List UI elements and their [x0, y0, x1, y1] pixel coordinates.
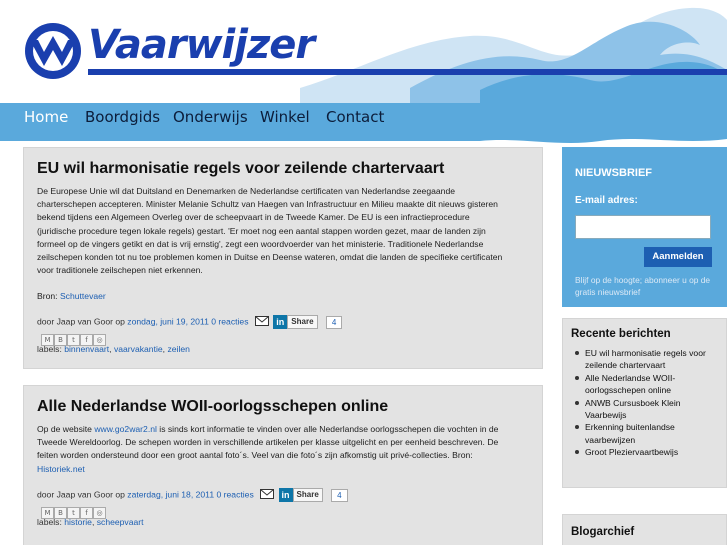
facebook-icon[interactable]: f	[80, 334, 93, 346]
linkedin-icon: in	[273, 315, 287, 329]
facebook-icon[interactable]: f	[80, 507, 93, 519]
post-labels: labels: historie, scheepvaart	[37, 517, 144, 527]
label-link[interactable]: historie	[64, 517, 92, 527]
blog-archive-widget	[562, 514, 727, 545]
share-count: 4	[326, 316, 342, 329]
linkedin-icon: in	[279, 488, 293, 502]
post-title[interactable]: Alle Nederlandse WOII-oorlogsschepen online	[37, 398, 389, 415]
recent-post-link[interactable]: EU wil harmonisatie regels voor zeilende chartervaart	[573, 347, 723, 372]
newsletter-widget	[562, 147, 727, 307]
post-text-line: charterschepen accepteren. Minister Melanie Schultz van Haegen van Infrastructuur en Milieu maakte dit nieuws gisteren	[37, 199, 498, 210]
blog-post	[23, 385, 543, 545]
post-text-line: zeilschepen konden tot nu toe problemen komen in Duitse en Deense wateren, omdat die landen de specifieke certificaten	[37, 252, 503, 263]
text-segment: is sinds kort informatie te vinden over alle Nederlandse oorlogsschepen die vochten in de	[156, 424, 499, 434]
source-link[interactable]: Historiek.net	[37, 463, 85, 474]
share-label: Share	[287, 315, 317, 329]
post-author: door Jaap van Goor op	[37, 316, 128, 327]
widget-title: Recente berichten	[571, 328, 671, 340]
source-prefix: Bron:	[37, 291, 60, 302]
share-toolbar	[41, 329, 106, 343]
blog-this-icon[interactable]: B	[54, 334, 67, 346]
email-label: E-mail adres:	[575, 195, 638, 206]
share-label: Share	[293, 488, 323, 502]
nav-wave-divider	[0, 133, 727, 147]
recent-post-link[interactable]: Groot Pleziervaartbewijs	[573, 446, 723, 458]
labels-prefix: labels:	[37, 517, 65, 527]
twitter-icon[interactable]: t	[67, 334, 80, 346]
post-text-line: De Europese Unie wil dat Duitsland en Denemarken de Nederlandse certificaten van Nederlandse zeegaande	[37, 186, 456, 196]
share-toolbar	[41, 502, 106, 516]
post-text-line: (juridische procedure tegen lokale regels) gestart. 'Er moet nog een aantal stappen worden gezet, maar de landen zijn	[37, 225, 486, 236]
nav-item-home[interactable]: Home	[24, 108, 69, 126]
recent-post-link[interactable]: ANWB Cursusboek Klein Vaarbewijs	[573, 397, 723, 422]
blog-post	[23, 147, 543, 369]
text-segment: Op de website	[37, 424, 95, 434]
email-post-icon[interactable]	[260, 489, 274, 501]
website-link[interactable]: www.go2war2.nl	[94, 424, 157, 434]
recent-posts-widget	[562, 318, 727, 488]
site-header	[0, 0, 727, 103]
newsletter-title: NIEUWSBRIEF	[575, 167, 652, 179]
post-text-line: voor traditionele zeilschepen niet erkennen.	[37, 265, 203, 276]
newsletter-note: Blijf op de hoogte; abonneer u op de gratis nieuwsbrief	[575, 275, 711, 297]
blog-this-icon[interactable]: B	[54, 507, 67, 519]
nav-item-winkel[interactable]: Winkel	[260, 108, 310, 126]
email-post-icon[interactable]	[255, 316, 269, 328]
post-text-line: formeel op de vingers getikt en dat is vrij ernstig', zegt een woordvoerder van het ministerie. Traditionele Nederlandse	[37, 238, 484, 249]
site-logo-text[interactable]: Vaarwijzer	[88, 22, 315, 68]
buzz-icon[interactable]: ◎	[93, 507, 106, 519]
post-labels: labels: binnenvaart, vaarvakantie, zeilen	[37, 344, 190, 354]
label-link[interactable]: zeilen	[167, 344, 190, 354]
labels-prefix: labels:	[37, 344, 65, 354]
nav-item-contact[interactable]: Contact	[326, 108, 385, 126]
comments-link[interactable]: 0 reacties	[211, 316, 249, 327]
label-link[interactable]: scheepvaart	[96, 517, 144, 527]
logo-wave-icon[interactable]	[22, 20, 84, 82]
post-body	[37, 185, 535, 304]
label-link[interactable]: binnenvaart	[64, 344, 110, 354]
recent-post-link[interactable]: Erkenning buitenlandse vaarbewijzen	[573, 421, 723, 446]
main-navigation	[0, 103, 727, 133]
linkedin-share-button[interactable]	[273, 315, 317, 329]
post-text-line	[37, 463, 535, 476]
post-text-line	[37, 423, 535, 436]
label-link[interactable]: vaarvakantie	[113, 344, 163, 354]
source-link[interactable]: Schuttevaer	[59, 291, 106, 302]
twitter-icon[interactable]: t	[67, 507, 80, 519]
post-meta	[37, 315, 342, 329]
post-meta	[37, 488, 348, 502]
recent-posts-list	[573, 347, 723, 459]
post-body	[37, 423, 535, 476]
post-text-line: bekend tijdens een Algemeen Overleg over de scheepvaart in de Tweede Kamer. De EU is een infractieprocedure	[37, 212, 470, 223]
subscribe-button[interactable]: Aanmelden	[644, 247, 712, 267]
comments-link[interactable]: 0 reacties	[216, 489, 254, 500]
email-field[interactable]	[575, 215, 711, 239]
nav-item-onderwijs[interactable]: Onderwijs	[173, 108, 248, 126]
post-text-line: Tweede Wereldoorlog. De schepen worden in verschillende artikelen per klasse uitgelicht en per eenheid beschreven. De	[37, 437, 499, 448]
post-author: door Jaap van Goor op	[37, 489, 128, 500]
post-date-link[interactable]: zondag, juni 19, 2011	[127, 316, 209, 327]
nav-item-boordgids[interactable]: Boordgids	[85, 108, 161, 126]
post-text-line: feiten worden ondersteund door een groot aantal foto´s. Veel van die foto´s zijn afkomstig uit privé-collecties. Bron:	[37, 450, 473, 461]
post-date-link[interactable]: zaterdag, juni 18, 2011	[127, 489, 215, 500]
linkedin-share-button[interactable]	[279, 488, 323, 502]
post-source	[37, 290, 535, 303]
recent-post-link[interactable]: Alle Nederlandse WOII-oorlogsschepen online	[573, 372, 723, 397]
email-icon[interactable]: M	[41, 334, 54, 346]
buzz-icon[interactable]: ◎	[93, 334, 106, 346]
email-icon[interactable]: M	[41, 507, 54, 519]
share-count: 4	[331, 489, 347, 502]
post-title[interactable]: EU wil harmonisatie regels voor zeilende chartervaart	[37, 160, 445, 177]
widget-title: Blogarchief	[571, 526, 635, 538]
